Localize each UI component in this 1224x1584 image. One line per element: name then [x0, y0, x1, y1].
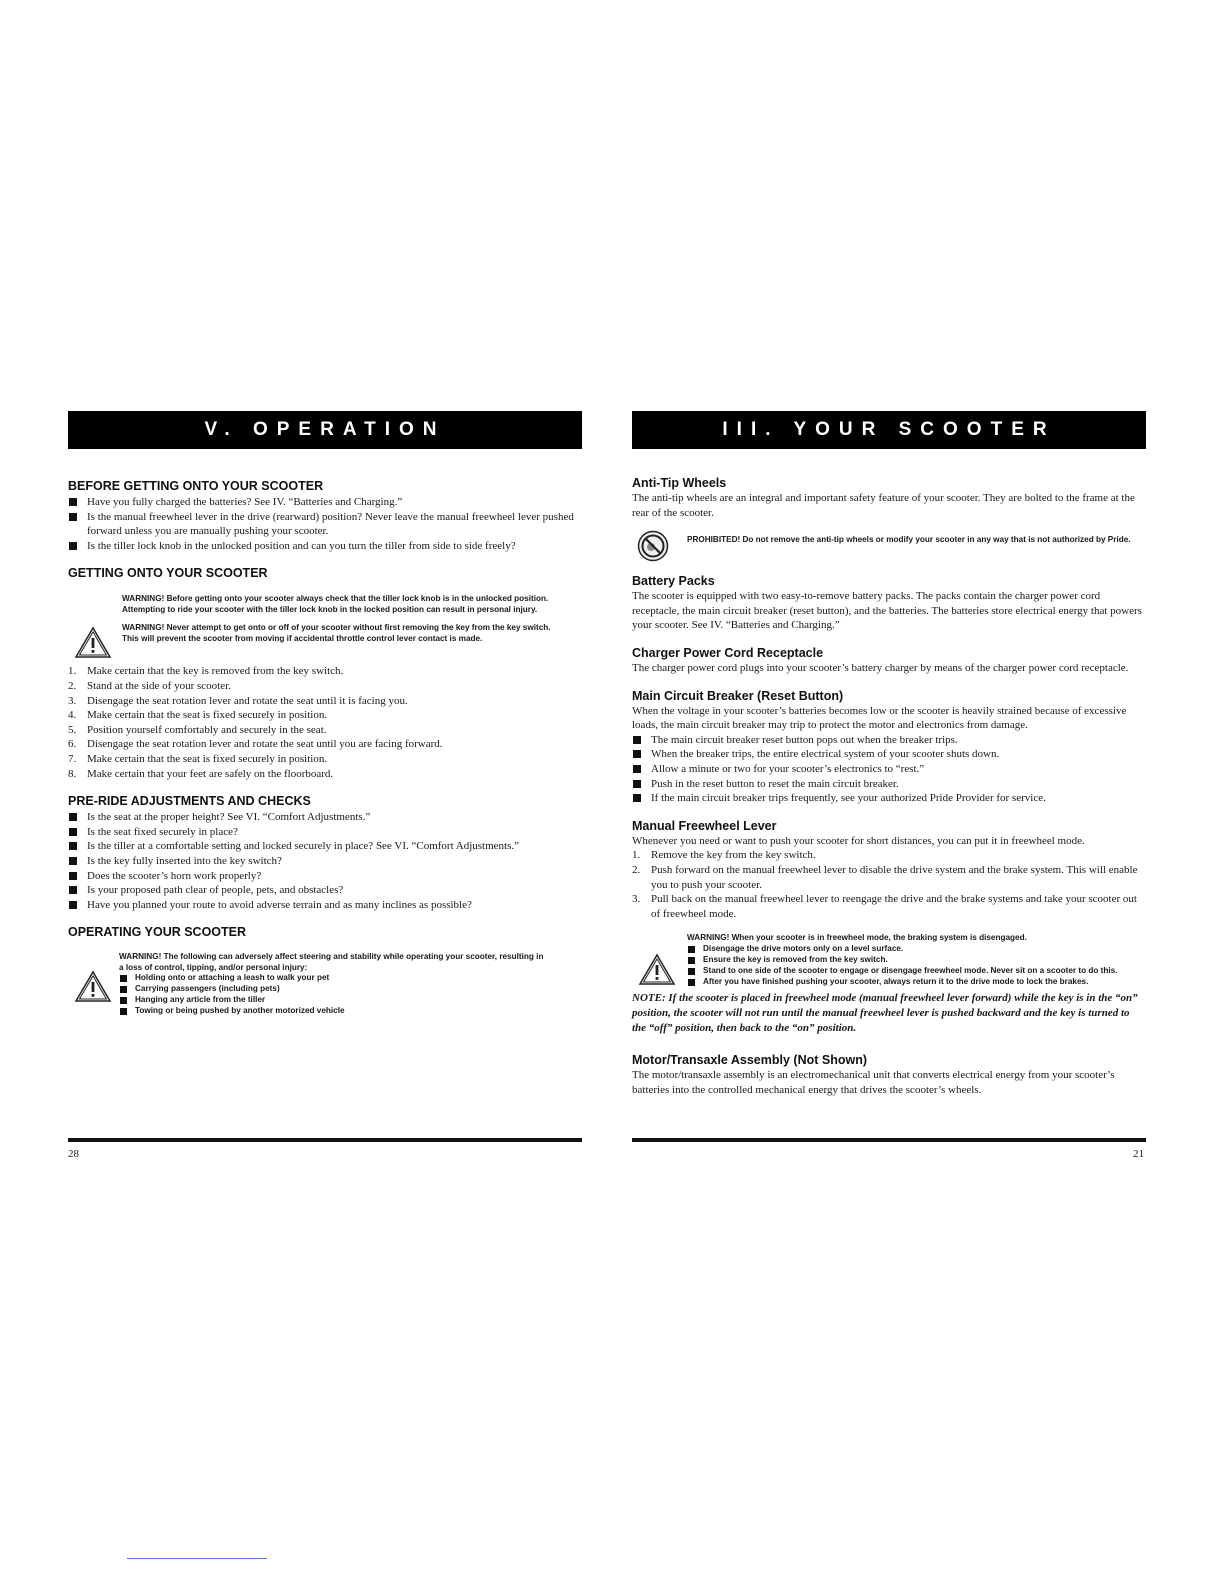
freewheel-steps: [632, 848, 1146, 921]
warning-triangle-icon: [74, 626, 112, 664]
battery-heading: Battery Packs: [632, 574, 715, 589]
list-item: 4. Make certain that the seat is fixed securely in position.: [68, 709, 328, 722]
freewheel-text: Whenever you need or want to push your scooter for short distances, you can put it in freewheel mode.: [632, 834, 1085, 847]
warning-list: [119, 973, 547, 1017]
motor-heading: Motor/Transaxle Assembly (Not Shown): [632, 1053, 867, 1068]
freewheel-warning-block: [632, 933, 1146, 987]
prohibited-text: PROHIBITED! Do not remove the anti-tip wheels or modify your scooter in any way that is not authorized by Pride.: [687, 535, 1131, 545]
freewheel-section: [632, 819, 1146, 1037]
list-item: The main circuit breaker reset button pops out when the breaker trips.: [632, 733, 1146, 748]
page-number: 28: [68, 1148, 79, 1160]
list-item: Is the tiller lock knob in the unlocked position and can you turn the tiller from side to side freely?: [68, 539, 582, 554]
warning-text: WARNING! Before getting onto your scooter always check that the tiller lock knob is in the unlocked position. Attempting to ride your scooter with the tiller lock knob in the locked position can result in personal injury.: [122, 594, 549, 614]
breaker-section: [632, 689, 1146, 806]
before-section: [68, 479, 582, 553]
list-item: Does the scooter’s horn work properly?: [68, 869, 582, 884]
getting-steps: [68, 664, 582, 781]
list-item: 5. Position yourself comfortably and securely in the seat.: [68, 723, 327, 736]
antitip-section: [632, 476, 1146, 562]
operating-warning-block: [68, 952, 582, 1017]
list-item: 2. Push forward on the manual freewheel lever to disable the drive system and the brake system. This will enable you to push your scooter.: [632, 863, 1138, 891]
list-item: Is the manual freewheel lever in the drive (rearward) position? Never leave the manual freewheel lever pushed forward unless you are manually pushing your scooter.: [68, 510, 582, 539]
footer-link-line: [127, 1558, 267, 1559]
battery-section: [632, 574, 1146, 633]
list-item: Disengage the drive motors only on a level surface.: [687, 944, 1131, 955]
preride-section: [68, 794, 582, 912]
list-item: Is the tiller at a comfortable setting and locked securely in place? See VI. “Comfort Adjustments.”: [68, 839, 582, 854]
list-item: Have you fully charged the batteries? See IV. “Batteries and Charging.”: [68, 495, 582, 510]
getting-warning-block: [68, 594, 582, 644]
list-item: 3. Pull back on the manual freewheel lever to reengage the drive and the brake systems and take your scooter out of freewheel mode.: [632, 893, 1137, 920]
footer-rule: [632, 1138, 1146, 1142]
list-item: 1. Make certain that the key is removed from the key switch.: [68, 665, 344, 678]
list-item: Carrying passengers (including pets): [119, 984, 547, 995]
motor-section: [632, 1053, 1146, 1097]
warning-triangle-icon: [74, 970, 112, 1008]
charger-section: [632, 646, 1146, 676]
list-item: 2. Stand at the side of your scooter.: [68, 679, 231, 692]
list-item: 7. Make certain that the seat is fixed securely in position.: [68, 752, 328, 765]
list-item: 1. Remove the key from the key switch.: [632, 849, 816, 862]
list-item: Stand to one side of the scooter to engage or disengage freewheel mode. Never sit on a scooter to do this.: [687, 966, 1131, 977]
getting-section: [68, 566, 582, 781]
operating-section: [68, 925, 582, 1017]
charger-heading: Charger Power Cord Receptacle: [632, 645, 824, 660]
warning-triangle-icon: [638, 953, 676, 991]
before-heading: BEFORE GETTING ONTO YOUR SCOOTER: [68, 479, 324, 493]
warning-text: WARNING! The following can adversely affect steering and stability while operating your scooter, resulting in a loss of control, tipping, and/or personal injury:: [119, 952, 544, 972]
breaker-text: When the voltage in your scooter’s batteries becomes low or the scooter is heavily strained because of excessive loads, the main circuit breaker may trip to protect the motor and electronics from damage.: [632, 704, 1127, 732]
getting-heading: GETTING ONTO YOUR SCOOTER: [68, 566, 268, 581]
page-number: 21: [1133, 1148, 1144, 1160]
list-item: Towing or being pushed by another motorized vehicle: [119, 1006, 547, 1017]
list-item: Holding onto or attaching a leash to walk your pet: [119, 973, 547, 984]
preride-heading: PRE-RIDE ADJUSTMENTS AND CHECKS: [68, 794, 311, 809]
list-item: 3. Disengage the seat rotation lever and rotate the seat until it is facing you.: [68, 694, 408, 707]
preride-list: [68, 810, 582, 912]
list-item: Is the seat at the proper height? See VI. “Comfort Adjustments.”: [68, 810, 582, 825]
warning-text: WARNING! When your scooter is in freewheel mode, the braking system is disengaged.: [687, 933, 1027, 943]
freewheel-heading: Manual Freewheel Lever: [632, 818, 777, 833]
list-item: When the breaker trips, the entire electrical system of your scooter shuts down.: [632, 747, 1146, 762]
list-item: Push in the reset button to reset the main circuit breaker.: [632, 777, 1146, 792]
battery-text: The scooter is equipped with two easy-to-remove battery packs. The packs contain the charger power cord receptacle, the main circuit breaker (reset button), and the batteries. The batteries store electrical energy that powers your scooter. See IV. “Batteries and Charging.”: [632, 590, 1142, 632]
antitip-heading: Anti-Tip Wheels: [632, 476, 727, 490]
section-banner-operation: V. OPERATION: [68, 411, 582, 449]
list-item: After you have finished pushing your scooter, always return it to the drive mode to lock the brakes.: [687, 977, 1131, 988]
list-item: Have you planned your route to avoid adverse terrain and as many inclines as possible?: [68, 898, 582, 913]
list-item: Is the key fully inserted into the key switch?: [68, 854, 582, 869]
list-item: 6. Disengage the seat rotation lever and rotate the seat until you are facing forward.: [68, 738, 443, 751]
list-item: Ensure the key is removed from the key switch.: [687, 955, 1131, 966]
list-item: Hanging any article from the tiller: [119, 995, 547, 1006]
breaker-list: [632, 733, 1146, 806]
operating-heading: OPERATING YOUR SCOOTER: [68, 925, 247, 940]
antitip-text: The anti-tip wheels are an integral and important safety feature of your scooter. They are bolted to the frame at the rear of the scooter.: [632, 492, 1135, 519]
freewheel-note: NOTE: If the scooter is placed in freewheel mode (manual freewheel lever forward) while the key is in the “on” position, the scooter will not run until the manual freewheel lever is pushed backward and the key is turned to the “off” position, then back to the “on” position.: [632, 992, 1138, 1035]
section-banner-your-scooter: III. YOUR SCOOTER: [632, 411, 1146, 449]
list-item: If the main circuit breaker trips frequently, see your authorized Pride Provider for service.: [632, 791, 1146, 806]
list-item: 8. Make certain that your feet are safely on the floorboard.: [68, 767, 334, 780]
footer-rule: [68, 1138, 582, 1142]
charger-text: The charger power cord plugs into your scooter’s battery charger by means of the charger power cord receptacle.: [632, 661, 1129, 674]
list-item: Is the seat fixed securely in place?: [68, 825, 582, 840]
right-page: [632, 411, 1146, 1098]
prohibited-block: [632, 530, 1146, 562]
breaker-heading: Main Circuit Breaker (Reset Button): [632, 688, 844, 703]
prohibited-icon: [637, 530, 669, 567]
warning-list: [687, 944, 1131, 988]
list-item: Is your proposed path clear of people, pets, and obstacles?: [68, 883, 582, 898]
before-list: [68, 495, 582, 553]
left-page: [68, 411, 582, 1017]
motor-text: The motor/transaxle assembly is an electromechanical unit that converts electrical energy from your scooter’s batteries into the controlled mechanical energy that drives the scooter’s wheels.: [632, 1069, 1115, 1096]
warning-text: WARNING! Never attempt to get onto or off of your scooter without first removing the key from the key switch. This will prevent the scooter from moving if accidental throttle control lever contact is made.: [122, 623, 551, 643]
list-item: Allow a minute or two for your scooter’s electronics to “rest.”: [632, 762, 1146, 777]
